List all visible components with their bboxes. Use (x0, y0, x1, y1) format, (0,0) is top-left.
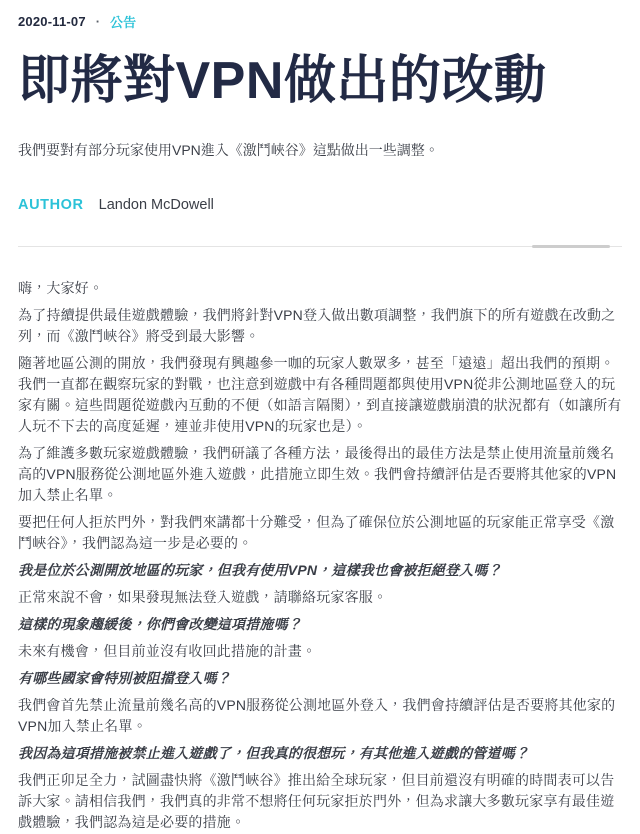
author-row (18, 197, 622, 213)
article-paragraph: 我們正卯足全力，試圖盡快將《激鬥峽谷》推出給全球玩家，但目前還沒有明確的時間表可以告訴大家。請相信我們，我們真的非常不想將任何玩家拒於門外，但為求讓大多數玩家享有最佳遊戲體驗，我們認為這是必要的措施。 (18, 772, 615, 830)
faq-question: 這樣的現象趨緩後，你們會改變這項措施嗎？ (18, 616, 302, 632)
author-name: Landon McDowell (98, 197, 214, 213)
article-subtitle: 我們要對有部分玩家使用VPN進入《激鬥峽谷》這點做出一些調整。 (18, 142, 439, 158)
article-meta (18, 12, 622, 31)
meta-separator-dot: · (95, 14, 101, 29)
article-paragraph: 嗨，大家好。 (18, 280, 104, 296)
article-paragraph: 正常來說不會，如果發現無法登入遊戲，請聯絡玩家客服。 (18, 589, 388, 605)
author-label: AUTHOR (18, 197, 84, 213)
article-paragraph: 要把任何人拒於門外，對我們來講都十分難受，但為了確保位於公測地區的玩家能正常享受《激鬥峽谷》，我們認為這一步是必要的。 (18, 514, 615, 551)
article-paragraph: 我們會首先禁止流量前幾名高的VPN服務從公測地區外登入，我們會持續評估是否要將其他家的VPN加入禁止名單。 (18, 697, 616, 734)
faq-question: 我是位於公測開放地區的玩家，但我有使用VPN，這樣我也會被拒絕登入嗎？ (18, 562, 502, 578)
faq-question: 我因為這項措施被禁止進入遊戲了，但我真的很想玩，有其他進入遊戲的管道嗎？ (18, 745, 530, 761)
publish-date: 2020-11-07 (18, 14, 86, 29)
article-paragraph: 隨著地區公測的開放，我們發現有興趣參一咖的玩家人數眾多，甚至「遠遠」超出我們的預期。我們一直都在觀察玩家的對戰，也注意到遊戲中有各種問題都與使用VPN從非公測地區登入的玩家有關。這些問題從遊戲內互動的不便（如語言隔閡），到直接讓遊戲崩潰的狀況都有（如讓所有人玩不下去的高度延遲，連並非使用VPN的玩家也是）。 (18, 355, 622, 434)
faq-question: 有哪些國家會特別被阻擋登入嗎？ (18, 670, 231, 686)
category-link[interactable]: 公告 (110, 15, 137, 30)
article-body (18, 278, 622, 833)
section-divider (18, 246, 622, 247)
article-paragraph: 未來有機會，但目前並沒有收回此措施的計畫。 (18, 643, 317, 659)
article-paragraph: 為了持續提供最佳遊戲體驗，我們將針對VPN登入做出數項調整，我們旗下的所有遊戲在改動之列，而《激鬥峽谷》將受到最大影響。 (18, 307, 616, 344)
article-paragraph: 為了維護多數玩家遊戲體驗，我們研議了各種方法，最後得出的最佳方法是禁止使用流量前幾名高的VPN服務從公測地區外進入遊戲，此措施立即生效。我們會持續評估是否要將其他家的VPN加入禁止名單。 (18, 445, 617, 503)
divider-accent-segment (532, 245, 610, 248)
page-title: 即將對VPN做出的改動 (18, 52, 547, 110)
